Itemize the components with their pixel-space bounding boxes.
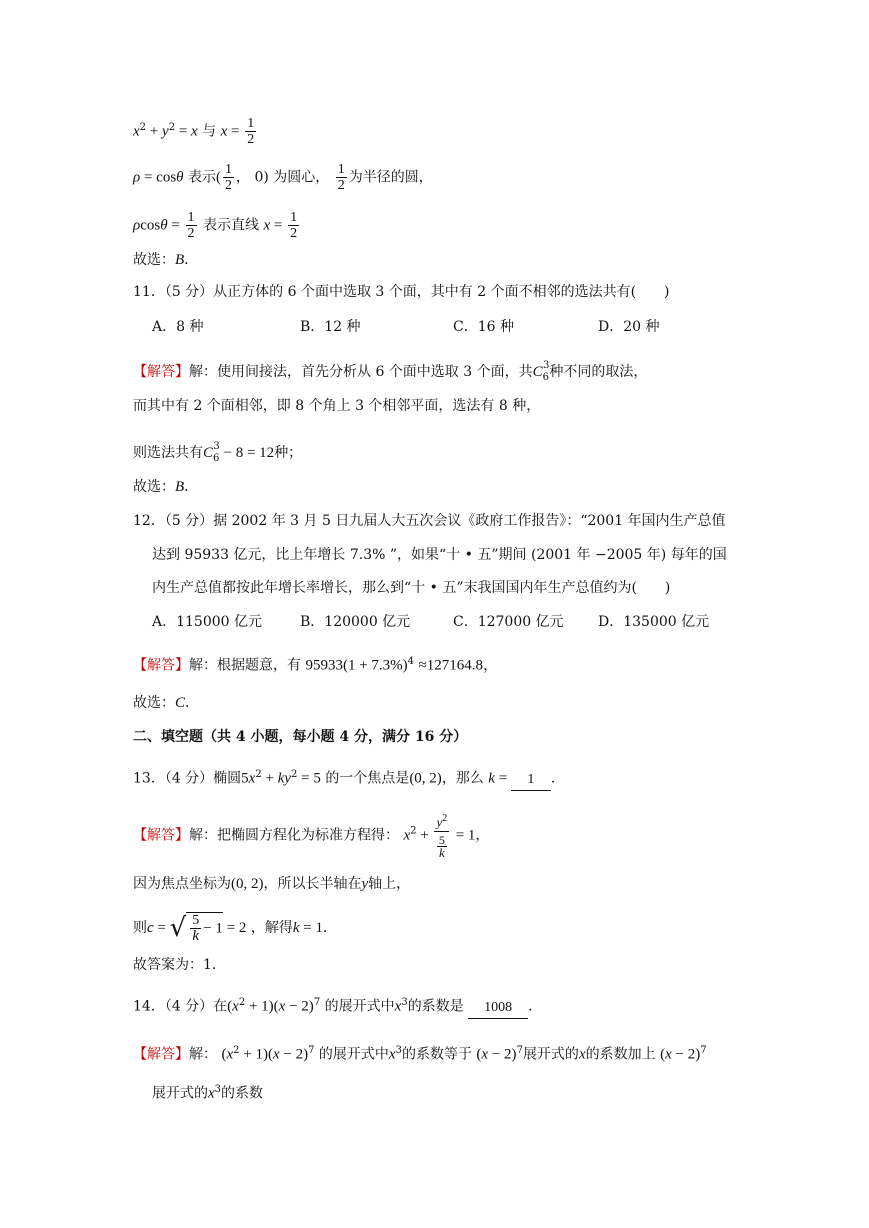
answer-12: 【解答】解：根据题意，有 $95933(1 + 7.3\%)^4 \approx 127164.8$， <box>133 656 498 674</box>
line-equation-2: ρ = cosθ 表示( $\frac{1}{2}$ ， 0) 为圆心， $\frac{1}{2}$ 为半径的圆， <box>133 162 433 193</box>
answer-blank-13: 1 <box>511 770 551 791</box>
q12-option-a: A．115000 亿元 <box>152 614 263 630</box>
line-equation-1: $x^2 + y^2 = x$ 与 x = $\frac{1}{2}$ <box>133 116 255 147</box>
answer-tag: 【解答】 <box>133 364 189 380</box>
question-13: 13．（4 分）椭圆$5x^2 + ky^2 = 5$ 的一个焦点是(0, 2)，那么 k = 1 ． <box>133 765 565 791</box>
q12-option-b: B．120000 亿元 <box>300 614 411 630</box>
question-12-line-1: 12．（5 分）据 2002 年 3 月 5 日九届人大五次会议《政府工作报告》：“2001 年国内生产总值 <box>133 513 726 529</box>
text-and: 与 <box>202 123 217 140</box>
q12-option-d: D．135000 亿元 <box>598 614 710 630</box>
answer-13-line-2: 因为焦点坐标为(0, 2)，所以长半轴在y轴上， <box>133 876 411 892</box>
line-equation-3: ρcosθ = $\frac{1}{2}$ 表示直线 x = $\frac{1}{2}$ <box>133 210 298 241</box>
answer-14-line-2: 展开式的$x^3$的系数 <box>152 1084 264 1102</box>
q12-option-c: C．127000 亿元 <box>453 614 564 630</box>
q11-option-c: C．16 种 <box>453 319 514 335</box>
answer-choice-12: 故选：C． <box>133 695 200 711</box>
fraction-y2-over-5k: $\frac{y^2}{\frac{5}{k}}$ <box>436 813 448 860</box>
answer-14-line-1: 【解答】解： $(x^2 + 1)(x - 2)^7$ 的展开式中$x^3$的系数等于 $(x - 2)^7$展开式的x的系数加上 $(x - 2)^7$ <box>133 1045 707 1063</box>
section-heading-fill-in: 二、填空题（共 4 小题，每小题 4 分，满分 16 分） <box>133 729 468 745</box>
q11-option-d: D．20 种 <box>598 319 660 335</box>
q11-option-a: A．8 种 <box>152 319 204 335</box>
answer-13-line-3: 则c = √ $\frac{5}{k}$ − 1 = 2 ，解得k = 1． <box>133 913 337 944</box>
answer-13-line-4: 故答案为：1． <box>133 957 226 973</box>
answer-blank-14: 1008 <box>468 998 528 1019</box>
fraction-half: $\frac{1}{2}$ <box>247 116 255 147</box>
question-12-line-3: 内生产总值都按此年增长率增长，那么到“十 • 五”末我国国内年生产总值约为( ) <box>152 580 671 596</box>
answer-11-line-3: 则选法共有$C_6^3 - 8 = 12$种； <box>133 441 303 464</box>
question-11: 11．（5 分）从正方体的 6 个面中选取 3 个面，其中有 2 个面不相邻的选法共有( ) <box>133 284 670 300</box>
answer-13-line-1: 【解答】解：把椭圆方程化为标准方程得： $x^2$ + $\frac{y^2}{\frac{5}{k}}$ = 1， <box>133 813 490 860</box>
answer-choice-10: 故选：B． <box>133 252 199 268</box>
answer-11-line-2: 而其中有 2 个面相邻，即 8 个角上 3 个相邻平面，选法有 8 种， <box>133 398 541 414</box>
question-12-line-2: 达到 95933 亿元，比上年增长 7.3% ”，如果“十 • 五”期间 (2001 年 −2005 年) 每年的国 <box>152 547 727 563</box>
answer-choice-11: 故选：B． <box>133 479 199 495</box>
question-14: 14．（4 分）在$(x^2 + 1)(x - 2)^7$ 的展开式中$x^3$的系数是 1008 ． <box>133 993 542 1019</box>
q11-option-b: B．12 种 <box>300 319 361 335</box>
answer-11-line-1: 【解答】解：使用间接法，首先分析从 6 个面中选取 3 个面，共$C_6^3$种不同的取法， <box>133 360 648 383</box>
